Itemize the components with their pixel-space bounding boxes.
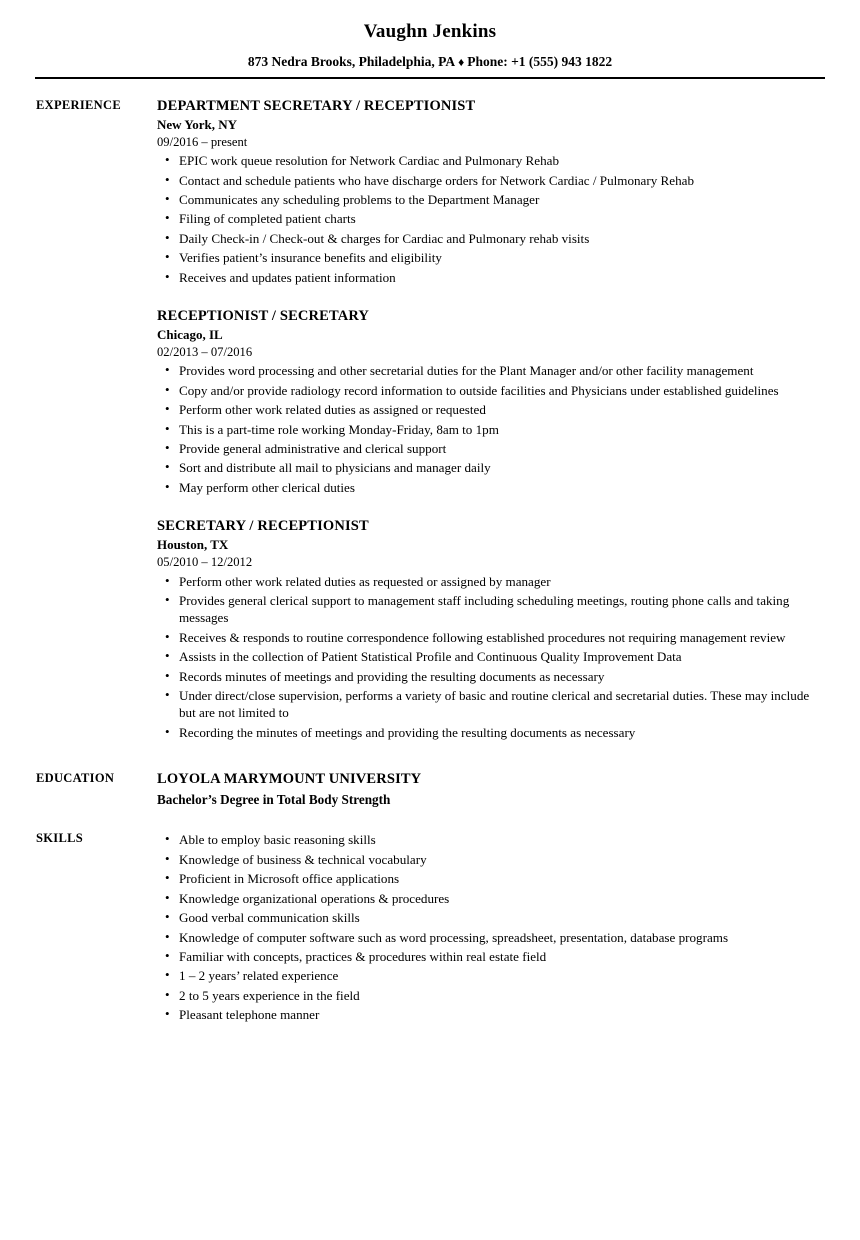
section-label-education: EDUCATION xyxy=(36,771,115,786)
contact-phone: Phone: +1 (555) 943 1822 xyxy=(467,53,613,69)
list-item: • Daily Check-in / Check-out & charges for Cardiac and Pulmonary rehab visits xyxy=(157,230,824,247)
list-item: • Verifies patient’s insurance benefits and eligibility xyxy=(157,249,824,266)
list-item: • Pleasant telephone manner xyxy=(157,1006,824,1023)
contact-line xyxy=(0,55,860,70)
list-item: • Recording the minutes of meetings and providing the resulting documents as necessary xyxy=(157,724,824,741)
list-item: • Copy and/or provide radiology record information to outside facilities and Physicians under established guidelines xyxy=(157,382,824,399)
diamond-separator-icon: ♦ xyxy=(458,54,465,69)
job-location: Houston, TX xyxy=(157,537,229,553)
experience-body xyxy=(157,97,824,741)
job-location: New York, NY xyxy=(157,116,238,132)
skills-section xyxy=(0,830,860,1023)
list-item: • Perform other work related duties as assigned or requested xyxy=(157,401,824,418)
job-title: DEPARTMENT SECRETARY / RECEPTIONIST xyxy=(157,97,476,114)
list-item: • Communicates any scheduling problems to the Department Manager xyxy=(157,191,824,208)
skills-body xyxy=(157,830,824,1023)
list-item: • May perform other clerical duties xyxy=(157,479,824,496)
list-item: • Contact and schedule patients who have discharge orders for Network Cardiac / Pulmonary Rehab xyxy=(157,172,824,189)
job-entry xyxy=(157,307,824,496)
job-entry xyxy=(157,97,824,286)
job-dates: 05/2010 – 12/2012 xyxy=(157,555,253,570)
list-item: • Sort and distribute all mail to physicians and manager daily xyxy=(157,459,824,476)
list-item: • Knowledge of business & technical vocabulary xyxy=(157,851,824,868)
list-item: • Provide general administrative and clerical support xyxy=(157,440,824,457)
education-section xyxy=(0,770,860,808)
list-item: • Receives and updates patient information xyxy=(157,269,824,286)
job-dates: 09/2016 – present xyxy=(157,134,248,149)
list-item: • Familiar with concepts, practices & procedures within real estate field xyxy=(157,948,824,965)
list-item: • Assists in the collection of Patient Statistical Profile and Continuous Quality Improvement Data xyxy=(157,648,824,665)
education-degree: Bachelor’s Degree in Total Body Strength xyxy=(157,792,391,808)
list-item: • Provides word processing and other secretarial duties for the Plant Manager and/or other facility management xyxy=(157,362,824,379)
list-item: • Under direct/close supervision, performs a variety of basic and routine clerical and secretarial duties. These may include but are not limited to xyxy=(157,687,824,722)
job-title: RECEPTIONIST / SECRETARY xyxy=(157,307,370,324)
job-responsibility-list xyxy=(157,573,824,742)
resume-header xyxy=(0,0,860,70)
header-divider xyxy=(35,77,825,79)
section-label-experience: EXPERIENCE xyxy=(36,97,121,112)
list-item: • Perform other work related duties as requested or assigned by manager xyxy=(157,573,824,590)
section-label-skills: SKILLS xyxy=(36,831,83,846)
list-item: • Knowledge of computer software such as word processing, spreadsheet, presentation, database programs xyxy=(157,929,824,946)
list-item: • 2 to 5 years experience in the field xyxy=(157,987,824,1004)
list-item: • Good verbal communication skills xyxy=(157,909,824,926)
job-responsibility-list xyxy=(157,362,824,496)
list-item: • Provides general clerical support to management staff including scheduling meetings, routing phone calls and taking messages xyxy=(157,592,824,627)
skills-list xyxy=(157,831,824,1023)
list-item: • Knowledge organizational operations & procedures xyxy=(157,890,824,907)
experience-section xyxy=(0,97,860,741)
education-body xyxy=(157,770,824,808)
contact-address: 873 Nedra Brooks, Philadelphia, PA xyxy=(247,53,456,69)
candidate-name: Vaughn Jenkins xyxy=(363,21,497,42)
list-item: • Able to employ basic reasoning skills xyxy=(157,831,824,848)
list-item: • Records minutes of meetings and providing the resulting documents as necessary xyxy=(157,668,824,685)
list-item: • Proficient in Microsoft office applications xyxy=(157,870,824,887)
job-dates: 02/2013 – 07/2016 xyxy=(157,344,253,359)
list-item: • Filing of completed patient charts xyxy=(157,210,824,227)
job-responsibility-list xyxy=(157,152,824,286)
education-school: LOYOLA MARYMOUNT UNIVERSITY xyxy=(157,771,422,788)
job-entry xyxy=(157,517,824,741)
list-item: • EPIC work queue resolution for Network Cardiac and Pulmonary Rehab xyxy=(157,152,824,169)
job-location: Chicago, IL xyxy=(157,327,223,343)
job-title: SECRETARY / RECEPTIONIST xyxy=(157,518,369,535)
list-item: • Receives & responds to routine correspondence following established procedures not requiring management review xyxy=(157,629,824,646)
list-item: • 1 – 2 years’ related experience xyxy=(157,967,824,984)
list-item: • This is a part-time role working Monday-Friday, 8am to 1pm xyxy=(157,421,824,438)
